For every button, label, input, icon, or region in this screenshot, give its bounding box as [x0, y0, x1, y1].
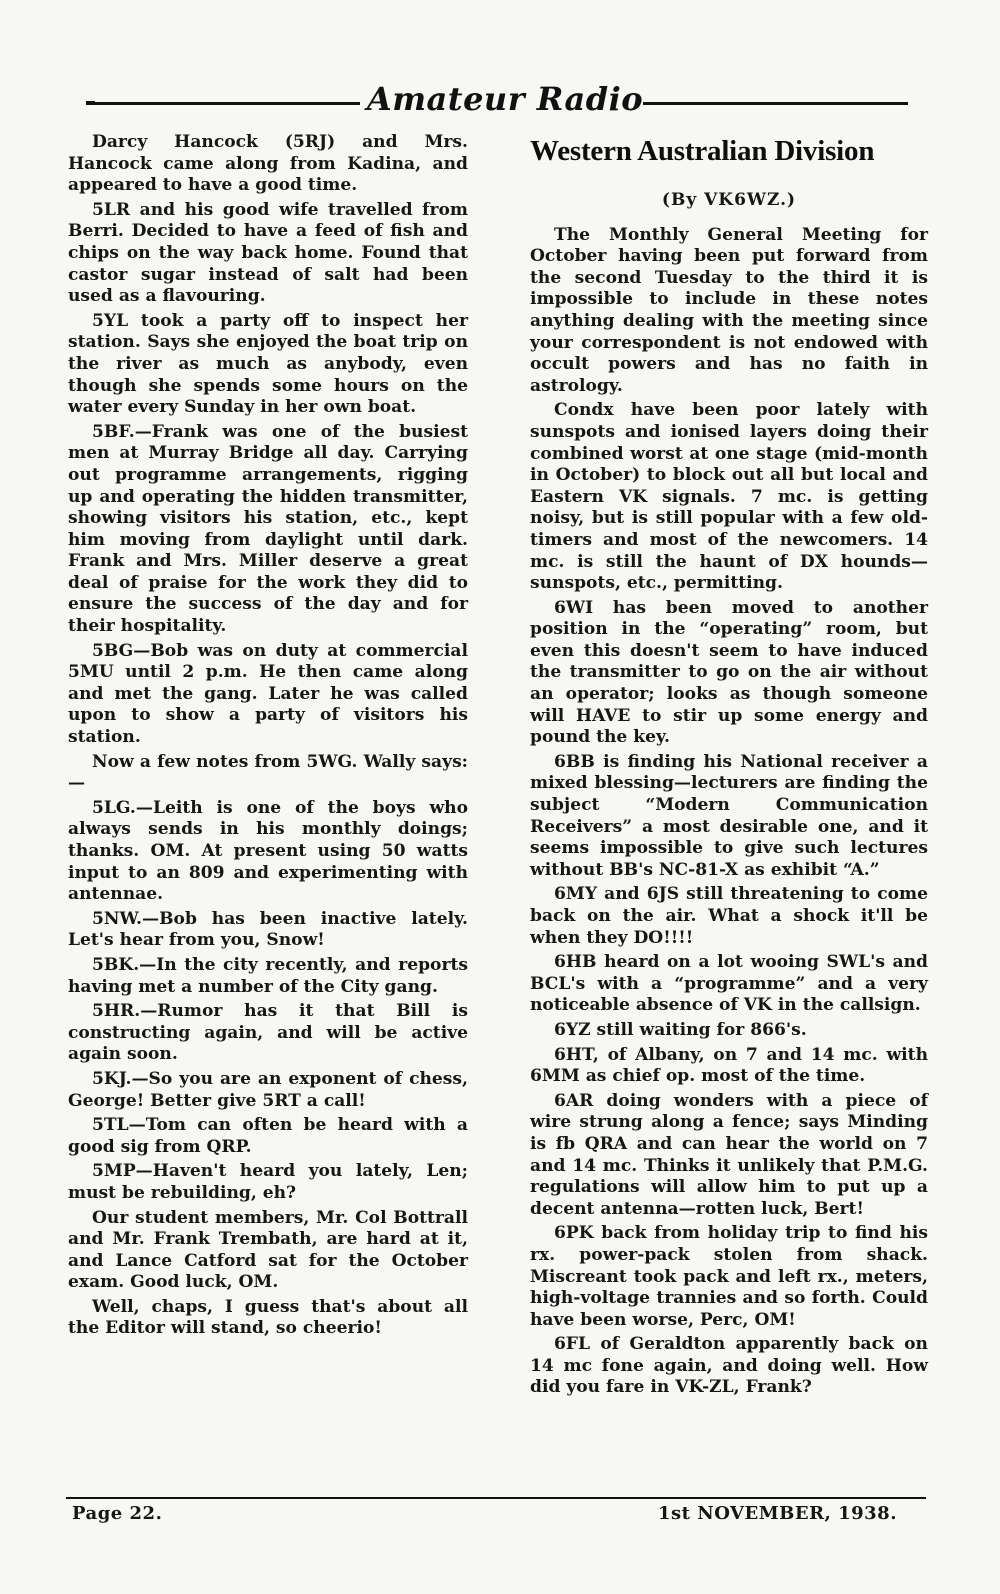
byline: (By VK6WZ.): [661, 190, 797, 210]
right-paragraph: The Monthly General Meeting for October having been put forward from the second Tuesday to the third it is impossible to include in these notes anything dealing with the meeting since your correspondent is not endowed with occult powers and has no faith in astrology.: [530, 224, 928, 396]
issue-date: 1st NOVEMBER, 1938.: [658, 1503, 897, 1524]
masthead-title: Amateur Radio: [366, 80, 644, 118]
left-paragraph: 5BK.—In the city recently, and reports having met a number of the City gang.: [68, 954, 468, 997]
footer-rule: [66, 1497, 926, 1499]
left-paragraph: Well, chaps, I guess that's about all the Editor will stand, so cheerio!: [68, 1296, 468, 1339]
masthead: [90, 76, 908, 126]
left-paragraph: 5TL—Tom can often be heard with a good sig from QRP.: [68, 1115, 468, 1157]
left-paragraph: 5BG—Bob was on duty at commercial 5MU until 2 p.m. He then came along and met the gang. Later he was called upon to show a party of visitors his station.: [68, 640, 468, 748]
page-number: Page 22.: [72, 1503, 163, 1524]
left-paragraph: 5HR.—Rumor has it that Bill is constructing again, and will be active again soon.: [68, 1001, 468, 1065]
left-paragraph: Now a few notes from 5WG. Wally says:—: [68, 751, 468, 794]
left-paragraph: Our student members, Mr. Col Bottrall and Mr. Frank Trembath, are hard at it, and Lance Catford sat for the October exam. Good luck, OM.: [68, 1207, 468, 1293]
right-paragraph: 6AR doing wonders with a piece of wire strung along a fence; says Minding is fb QRA and can hear the world on 7 and 14 mc. Thinks it unlikely that P.M.G. regulations will allow him to put up a decent antenna—rotten luck, Bert!: [530, 1090, 928, 1219]
left-column: [68, 132, 468, 1343]
section-title: Western Australian Division: [530, 135, 875, 167]
left-paragraph: Darcy Hancock (5RJ) and Mrs. Hancock came along from Kadina, and appeared to have a good time.: [68, 132, 468, 196]
masthead-rule-right: [643, 102, 908, 105]
left-paragraph: 5YL took a party off to inspect her station. Says she enjoyed the boat trip on the river as much as anybody, even though she spends some hours on the water every Sunday in her own boat.: [68, 310, 468, 418]
right-paragraph: 6WI has been moved to another position in the “operating” room, but even this doesn't seem to have induced the transmitter to go on the air without an operator; looks as though someone will HAVE to stir up some energy and pound the key.: [530, 597, 928, 748]
left-paragraph: 5MP—Haven't heard you lately, Len; must be rebuilding, eh?: [68, 1161, 468, 1203]
right-paragraph: 6HT, of Albany, on 7 and 14 mc. with 6MM as chief op. most of the time.: [530, 1044, 928, 1087]
masthead-rule-left: [90, 102, 360, 105]
left-paragraph: 5BF.—Frank was one of the busiest men at Murray Bridge all day. Carrying out programme arrangements, rigging up and operating the hidden transmitter, showing visitors his station, etc., kept him moving from daylight until dark. Frank and Mrs. Miller deserve a great deal of praise for the work they did to ensure the success of the day and for their hospitality.: [68, 421, 468, 637]
right-paragraph: 6PK back from holiday trip to find his rx. power-pack stolen from shack. Miscreant took pack and left rx., meters, high-voltage trannies and so forth. Could have been worse, Perc, OM!: [530, 1223, 928, 1330]
right-paragraph: 6HB heard on a lot wooing SWL's and BCL's with a “programme” and a very noticeable absence of VK in the callsign.: [530, 952, 928, 1016]
right-paragraph: 6YZ still waiting for 866's.: [554, 1019, 807, 1040]
right-paragraph: Condx have been poor lately with sunspots and ionised layers doing their combined worst at one stage (mid-month in October) to block out all but local and Eastern VK signals. 7 mc. is getting noisy, but is still popular with a few old-timers and most of the newcomers. 14 mc. is still the haunt of DX hounds—sunspots, etc., permitting.: [530, 400, 928, 594]
left-paragraph: 5LG.—Leith is one of the boys who always sends in his monthly doings; thanks. OM. At present using 50 watts input to an 809 and experimenting with antennae.: [68, 797, 468, 905]
right-paragraph: 6MY and 6JS still threatening to come back on the air. What a shock it'll be when they DO!!!!: [530, 884, 928, 948]
left-paragraph: 5NW.—Bob has been inactive lately. Let's hear from you, Snow!: [68, 908, 468, 951]
right-column: [530, 132, 928, 1402]
left-paragraph: 5LR and his good wife travelled from Berri. Decided to have a feed of fish and chips on the way back home. Found that castor sugar instead of salt had been used as a flavouring.: [68, 199, 468, 307]
left-paragraph: 5KJ.—So you are an exponent of chess, George! Better give 5RT a call!: [68, 1068, 468, 1111]
right-paragraph: 6BB is finding his National receiver a mixed blessing—lecturers are finding the subject “Modern Communication Receivers” a most desirable one, and it seems impossible to give such lectures without BB's NC-81-X as exhibit “A.”: [530, 751, 928, 880]
right-paragraph: 6FL of Geraldton apparently back on 14 mc fone again, and doing well. How did you fare in VK-ZL, Frank?: [530, 1334, 928, 1398]
